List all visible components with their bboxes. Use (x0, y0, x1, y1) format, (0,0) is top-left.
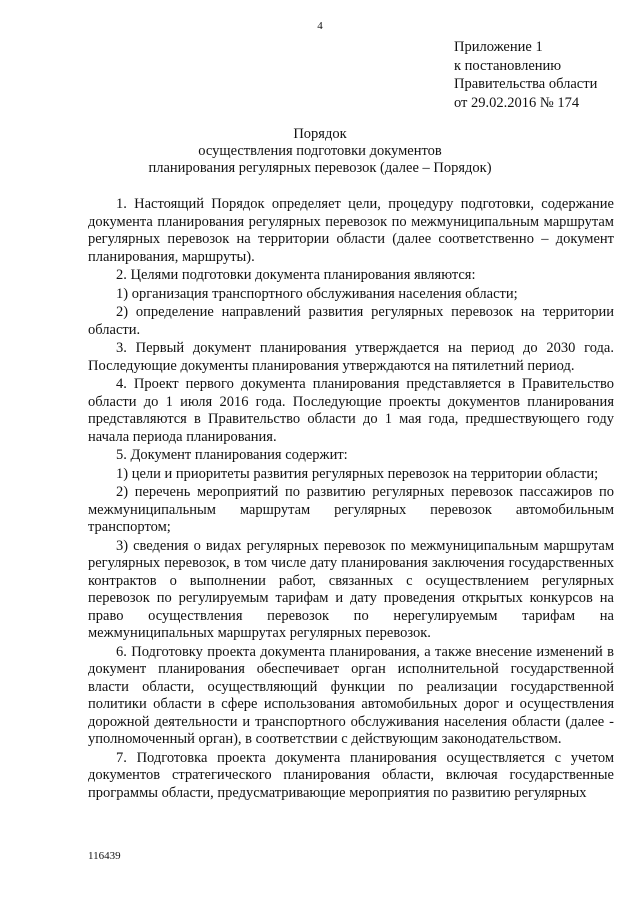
paragraph: 6. Подготовку проекта документа планирования, а также внесение изменений в документ планирования обеспечивает орган исполнительной государственной власти области, осуществляющий функции по реализации государственной политики области в сфере использования автомобильных дорог и осуществления дорожной деятельности и транспортного обслуживания населения области (далее - уполномоченный орган), в соответствии с действующим законодательством. (88, 643, 614, 747)
footer-code: 116439 (88, 850, 121, 862)
title-line-1: Порядок (293, 126, 347, 142)
paragraph: 2) определение направлений развития регулярных перевозок на территории области. (88, 304, 614, 338)
paragraph: 1) организация транспортного обслуживания населения области; (116, 285, 518, 302)
paragraph: 2. Целями подготовки документа планирования являются: (116, 267, 476, 283)
title-line-3: планирования регулярных перевозок (далее – Порядок) (148, 160, 492, 176)
page-number: 4 (317, 20, 323, 32)
paragraph: 2) перечень мероприятий по развитию регулярных перевозок пассажиров по межмуниципальным маршрутам регулярных перевозок автомобильным транспортом; (88, 484, 614, 535)
paragraph: 7. Подготовка проекта документа планирования осуществляется с учетом документов стратегического планирования области, включая государственные программы области, предусматривающие мероприятия по развитию регулярных (88, 749, 614, 801)
appendix-line-2: к постановлению (454, 57, 562, 74)
document-title (0, 126, 640, 177)
appendix-line-4: от 29.02.2016 № 174 (454, 94, 580, 111)
appendix-line-3: Правительства области (454, 76, 598, 92)
paragraph: 1) цели и приоритеты развития регулярных перевозок на территории области; (116, 465, 599, 482)
paragraph: 1. Настоящий Порядок определяет цели, процедуру подготовки, содержание документа планирования регулярных перевозок по межмуниципальным маршрутам регулярных перевозок на территории области (далее соответственно – документ планирования, маршруты). (88, 196, 614, 265)
appendix-header (454, 38, 597, 112)
paragraph: 4. Проект первого документа планирования представляется в Правительство области до 1 июля 2016 года. Последующие проекты документов планирования представляются в Правительство области до 1 мая года, предшествующего году начала периода планирования. (88, 376, 614, 445)
paragraph: 5. Документ планирования содержит: (116, 447, 348, 463)
paragraph: 3. Первый документ планирования утверждается на период до 2030 года. Последующие документы планирования утверждаются на пятилетний период. (88, 340, 614, 374)
appendix-line-1: Приложение 1 (454, 39, 543, 55)
document-body (88, 196, 614, 803)
paragraph: 3) сведения о видах регулярных перевозок по межмуниципальным маршрутам регулярных перевозок, в том числе дату планирования заключения государственных контрактов о выполнении работ, связанных с осуществлением регулярных перевозок по регулируемым тарифам и дату проведения открытых конкурсов на право осуществления перевозок по нерегулируемым тарифам на межмуниципальных маршрутах регулярных перевозок. (88, 537, 614, 641)
title-line-2: осуществления подготовки документов (198, 143, 442, 159)
